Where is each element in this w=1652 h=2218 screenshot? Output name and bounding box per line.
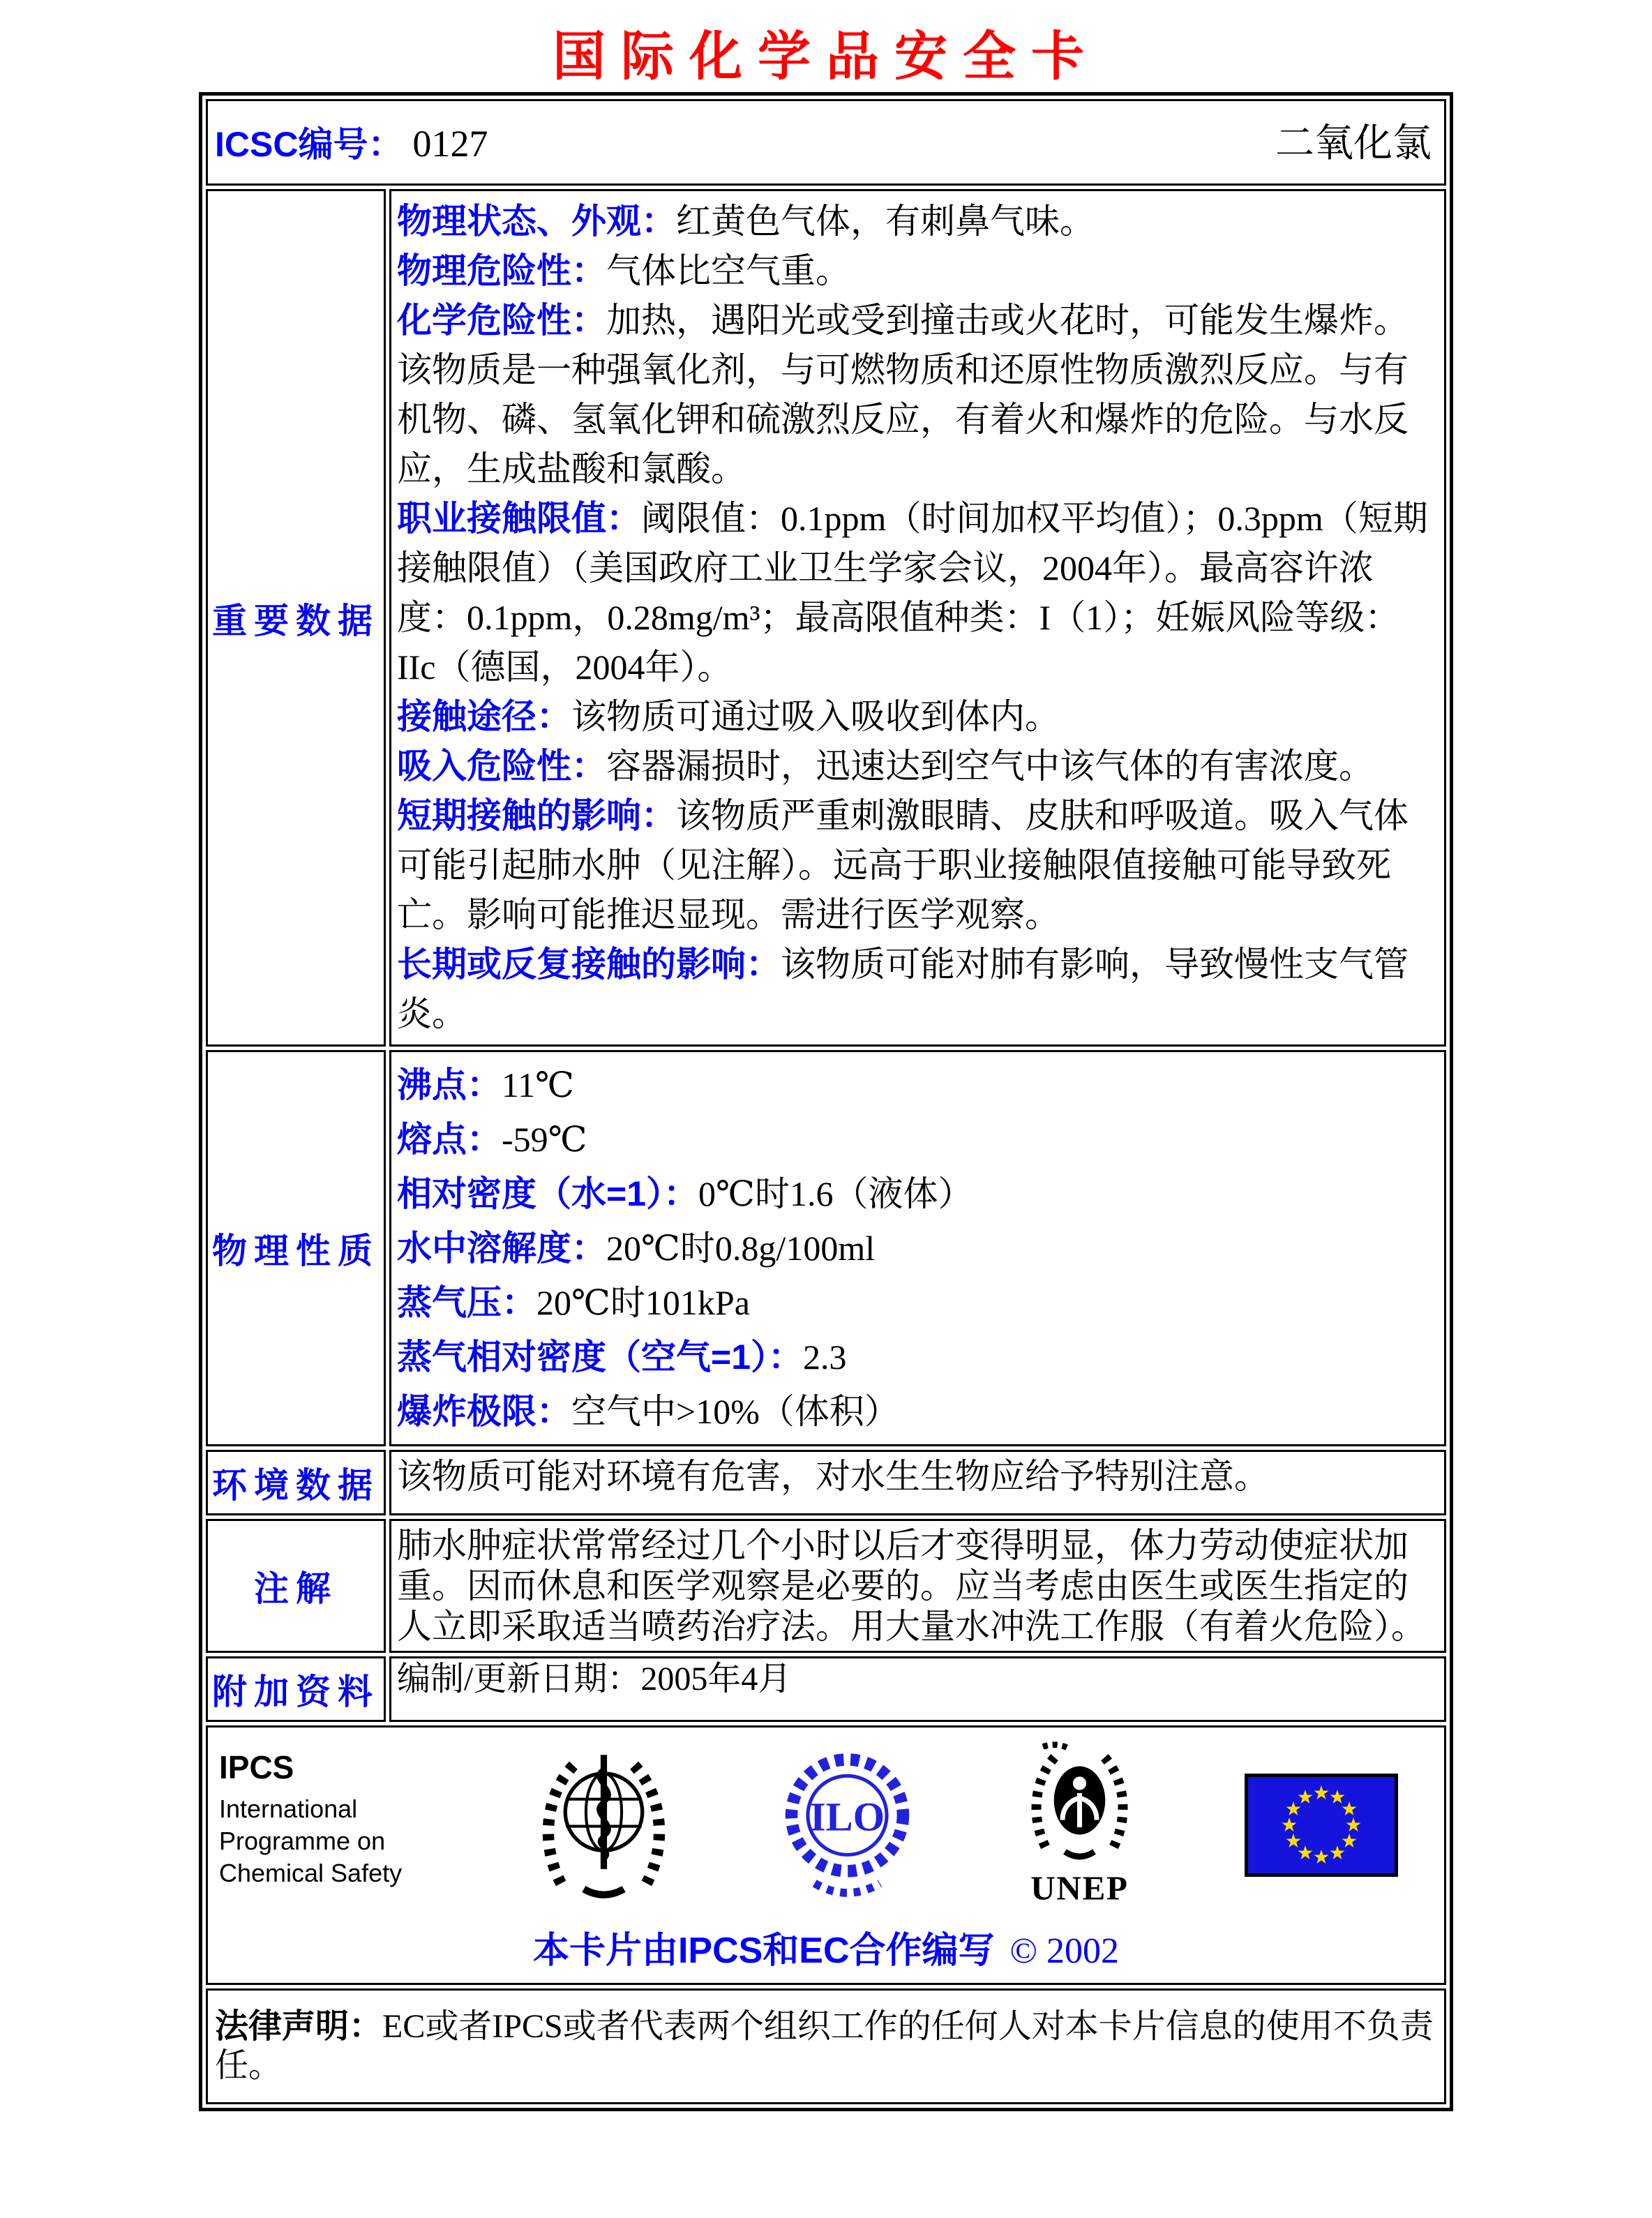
ipcs-acronym: IPCS [219,1749,294,1785]
environmental-data-content: 该物质可能对环境有危害，对水生生物应给予特别注意。 [389,1450,1446,1515]
legal-row [206,1988,1446,2104]
field-vapour-pressure-label: 蒸气压： [397,1283,536,1322]
important-data-row-label: 重要数据 [206,189,386,1047]
copyright-text: © 2002 [1009,1931,1120,1971]
field-boiling-point-value: 11℃ [502,1065,575,1104]
field-long-term-effects [397,940,1433,1039]
field-physical-state-appearance-value: 红黄色气体，有刺鼻气味。 [676,202,1095,241]
field-chemical-danger [397,296,1433,494]
field-water-solubility [397,1221,1433,1275]
additional-info-row-label: 附加资料 [206,1656,386,1722]
important-data-content [389,189,1446,1047]
additional-info-row [206,1656,1446,1722]
header-row [206,99,1446,186]
field-melting-point [397,1112,1433,1167]
ipcs-name-line-1: International [219,1794,358,1823]
field-inhalation-risk-value: 容器漏损时，迅速达到空气中该气体的有害浓度。 [606,747,1374,786]
field-physical-danger-value: 气体比空气重。 [606,251,850,290]
field-vapour-relative-density-value: 2.3 [803,1337,847,1377]
field-short-term-effects-label: 短期接触的影响： [397,796,676,835]
cooperation-tagline [215,1921,1437,1973]
field-occupational-exposure-limits [397,494,1433,692]
field-inhalation-risk [397,742,1433,791]
field-exposure-routes-value: 该物质可通过吸入吸收到体内。 [571,697,1060,736]
field-water-solubility-label: 水中溶解度： [397,1229,606,1268]
environmental-data-row-label: 环境数据 [206,1450,386,1515]
field-physical-danger-label: 物理危险性： [397,251,606,290]
header-cell [206,99,1446,186]
field-exposure-routes [397,692,1433,742]
field-exposure-routes-label: 接触途径： [397,697,571,736]
legal-text: EC或者IPCS或者代表两个组织工作的任何人对本卡片信息的使用不负责任。 [215,2008,1434,2084]
icsc-card-table [199,92,1453,2111]
field-vapour-pressure-value: 20℃时101kPa [536,1283,750,1322]
eu-flag-icon [1245,1774,1398,1877]
ilo-logo-text: ILO [809,1794,885,1840]
field-relative-density-value: 0℃时1.6（液体） [698,1174,973,1213]
ipcs-name-line-2: Programme on [219,1827,386,1855]
chemical-name: 二氧化氯 [1275,122,1432,165]
field-long-term-effects-value: 该物质可能对肺有影响，导致慢性支气管炎。 [397,945,1409,1033]
important-data-row [206,189,1446,1047]
ipcs-name-line-3: Chemical Safety [219,1859,403,1887]
icsc-number-label: ICSC编号： [215,125,403,164]
cooperation-tagline-text: 本卡片由IPCS和EC合作编写 [532,1931,995,1971]
field-occupational-exposure-limits-label: 职业接触限值： [397,499,641,538]
field-physical-state-appearance-label: 物理状态、外观： [397,202,676,241]
unep-logo-icon [1019,1736,1141,1914]
notes-row [206,1519,1446,1653]
field-boiling-point [397,1058,1433,1112]
environmental-data-row [206,1450,1446,1515]
legal-label: 法律声明： [215,2008,383,2045]
icsc-number-group [215,117,488,167]
physical-properties-content [389,1050,1446,1446]
field-physical-danger [397,246,1433,296]
field-explosive-limits [397,1384,1433,1439]
ipcs-text-block [219,1736,428,1889]
field-relative-density [397,1167,1433,1221]
unep-logo-text: UNEP [1030,1868,1129,1908]
icsc-number-value: 0127 [412,123,488,165]
physical-properties-row-label: 物理性质 [206,1050,386,1446]
field-short-term-effects-value: 该物质严重刺激眼睛、皮肤和呼吸道。吸入气体可能引起肺水肿（见注解）。远高于职业接触限值接触可能导致死亡。影响可能推迟显现。需进行医学观察。 [397,796,1409,934]
field-explosive-limits-value: 空气中>10%（体积） [571,1392,899,1431]
page-title: 国际化学品安全卡 [553,27,1099,87]
field-occupational-exposure-limits-value: 阈限值：0.1ppm（时间加权平均值）；0.3ppm（短期接触限值）（美国政府工业卫生学家会议，2004年）。最高容许浓度：0.1ppm，0.28mg/m³；最高限值种类：I（1）；妊娠风险等级：IIc（德国，2004年）。 [397,499,1428,687]
field-explosive-limits-label: 爆炸极限： [397,1392,571,1431]
field-chemical-danger-value: 加热，遇阳光或受到撞击或火花时，可能发生爆炸。该物质是一种强氧化剂，与可燃物质和还原性物质激烈反应。与有机物、磷、氢氧化钾和硫激烈反应，有着火和爆炸的危险。与水反应，生成盐酸和氯酸。 [397,301,1409,488]
footer-cell [206,1725,1446,1985]
additional-info-content: 编制/更新日期：2005年4月 [389,1656,1446,1722]
field-melting-point-label: 熔点： [397,1120,502,1159]
field-physical-state-appearance [397,197,1433,246]
field-vapour-relative-density [397,1330,1433,1384]
notes-row-label: 注解 [206,1519,386,1653]
footer-row [206,1725,1446,1985]
field-relative-density-label: 相对密度（水=1）： [397,1174,699,1213]
field-inhalation-risk-label: 吸入危险性： [397,747,606,786]
ilo-logo-icon [779,1746,915,1903]
field-chemical-danger-label: 化学危险性： [397,301,606,340]
field-short-term-effects [397,791,1433,940]
who-logo-icon [532,1746,675,1903]
field-water-solubility-value: 20℃时0.8g/100ml [606,1229,876,1268]
physical-properties-row [206,1050,1446,1446]
field-boiling-point-label: 沸点： [397,1065,502,1104]
legal-cell [206,1988,1446,2104]
field-melting-point-value: -59℃ [502,1120,587,1159]
field-vapour-relative-density-label: 蒸气相对密度（空气=1）： [397,1337,804,1377]
field-vapour-pressure [397,1275,1433,1330]
notes-content: 肺水肿症状常常经过几个小时以后才变得明显，体力劳动使症状加重。因而休息和医学观察是必要的。应当考虑由医生或医生指定的人立即采取适当喷药治疗法。用大量水冲洗工作服（有着火危险）。 [389,1519,1446,1653]
field-long-term-effects-label: 长期或反复接触的影响： [397,945,781,984]
